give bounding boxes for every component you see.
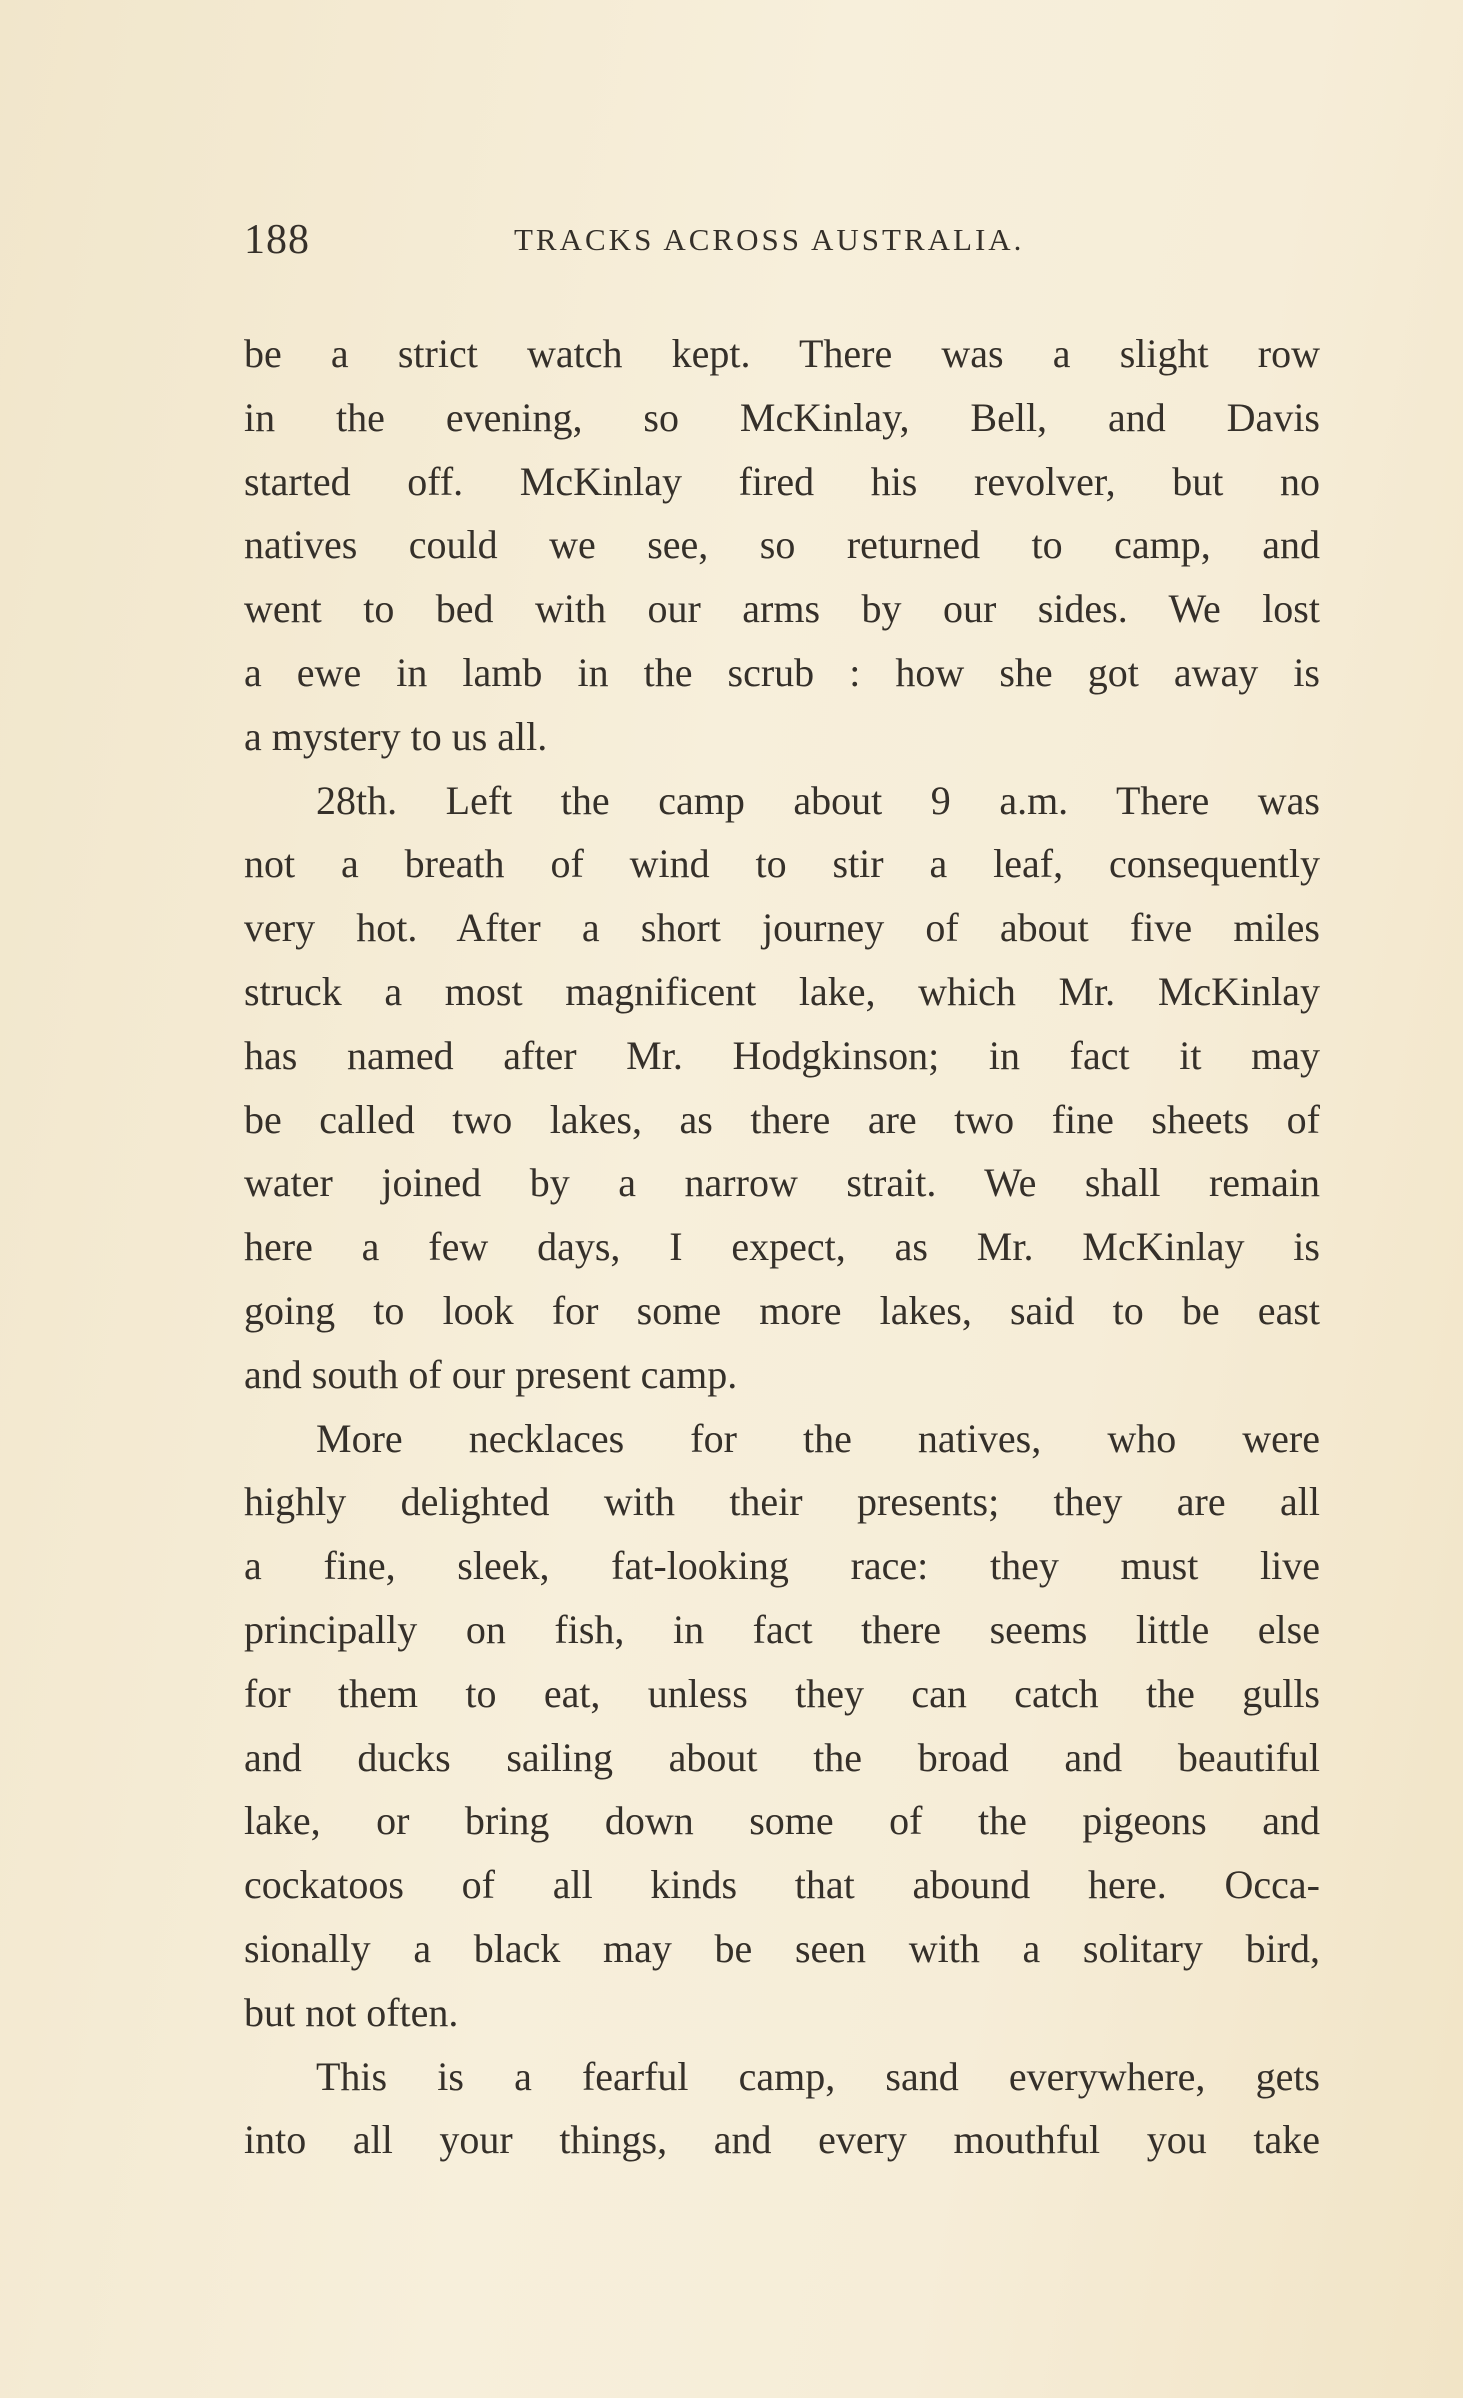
text-line: natives could we see, so returned to camp, and <box>244 522 1320 568</box>
text-line: water joined by a narrow strait. We shall remain <box>244 1160 1320 1206</box>
text-line: a mystery to us all. <box>244 713 548 759</box>
text-line: very hot. After a short journey of about five miles <box>244 905 1320 951</box>
text-line: started off. McKinlay fired his revolver, but no <box>244 458 1320 504</box>
text-line: for them to eat, unless they can catch the gulls <box>244 1670 1320 1716</box>
text-line: 28th. Left the camp about 9 a.m. There was <box>316 777 1320 823</box>
text-line: sionally a black may be seen with a solitary bird, <box>244 1925 1320 1971</box>
page-header <box>244 210 1050 270</box>
text-line: went to bed with our arms by our sides. We lost <box>244 586 1320 632</box>
text-line: but not often. <box>244 1989 459 2035</box>
text-line: a fine, sleek, fat-looking race: they must live <box>244 1543 1320 1589</box>
text-line: be a strict watch kept. There was a slight row <box>244 331 1320 376</box>
text-line: cockatoos of all kinds that abound here. Occa- <box>244 1862 1320 1908</box>
text-line: This is a fearful camp, sand everywhere, gets <box>316 2053 1320 2099</box>
text-line: highly delighted with their presents; they are all <box>244 1479 1320 1525</box>
running-head: TRACKS ACROSS AUSTRALIA. <box>514 222 1025 257</box>
text-line: not a breath of wind to stir a leaf, consequently <box>244 841 1320 887</box>
page-number: 188 <box>244 217 310 263</box>
body-text <box>244 322 1320 2172</box>
text-line: going to look for some more lakes, said to be east <box>244 1287 1320 1333</box>
text-line: principally on fish, in fact there seems little else <box>244 1606 1320 1652</box>
text-line: here a few days, I expect, as Mr. McKinlay is <box>244 1224 1320 1270</box>
text-line: be called two lakes, as there are two fine sheets of <box>244 1096 1320 1142</box>
text-line: has named after Mr. Hodgkinson; in fact it may <box>244 1032 1320 1078</box>
text-line: and ducks sailing about the broad and beautiful <box>244 1734 1320 1780</box>
text-line: More necklaces for the natives, who were <box>316 1415 1320 1461</box>
text-line: struck a most magnificent lake, which Mr. McKinlay <box>244 968 1320 1014</box>
text-line: and south of our present camp. <box>244 1351 738 1397</box>
text-line: a ewe in lamb in the scrub : how she got away is <box>244 649 1320 695</box>
text-line: lake, or bring down some of the pigeons and <box>244 1798 1320 1844</box>
text-line: in the evening, so McKinlay, Bell, and Davis <box>244 394 1320 440</box>
text-line: into all your things, and every mouthful you take <box>244 2117 1320 2163</box>
